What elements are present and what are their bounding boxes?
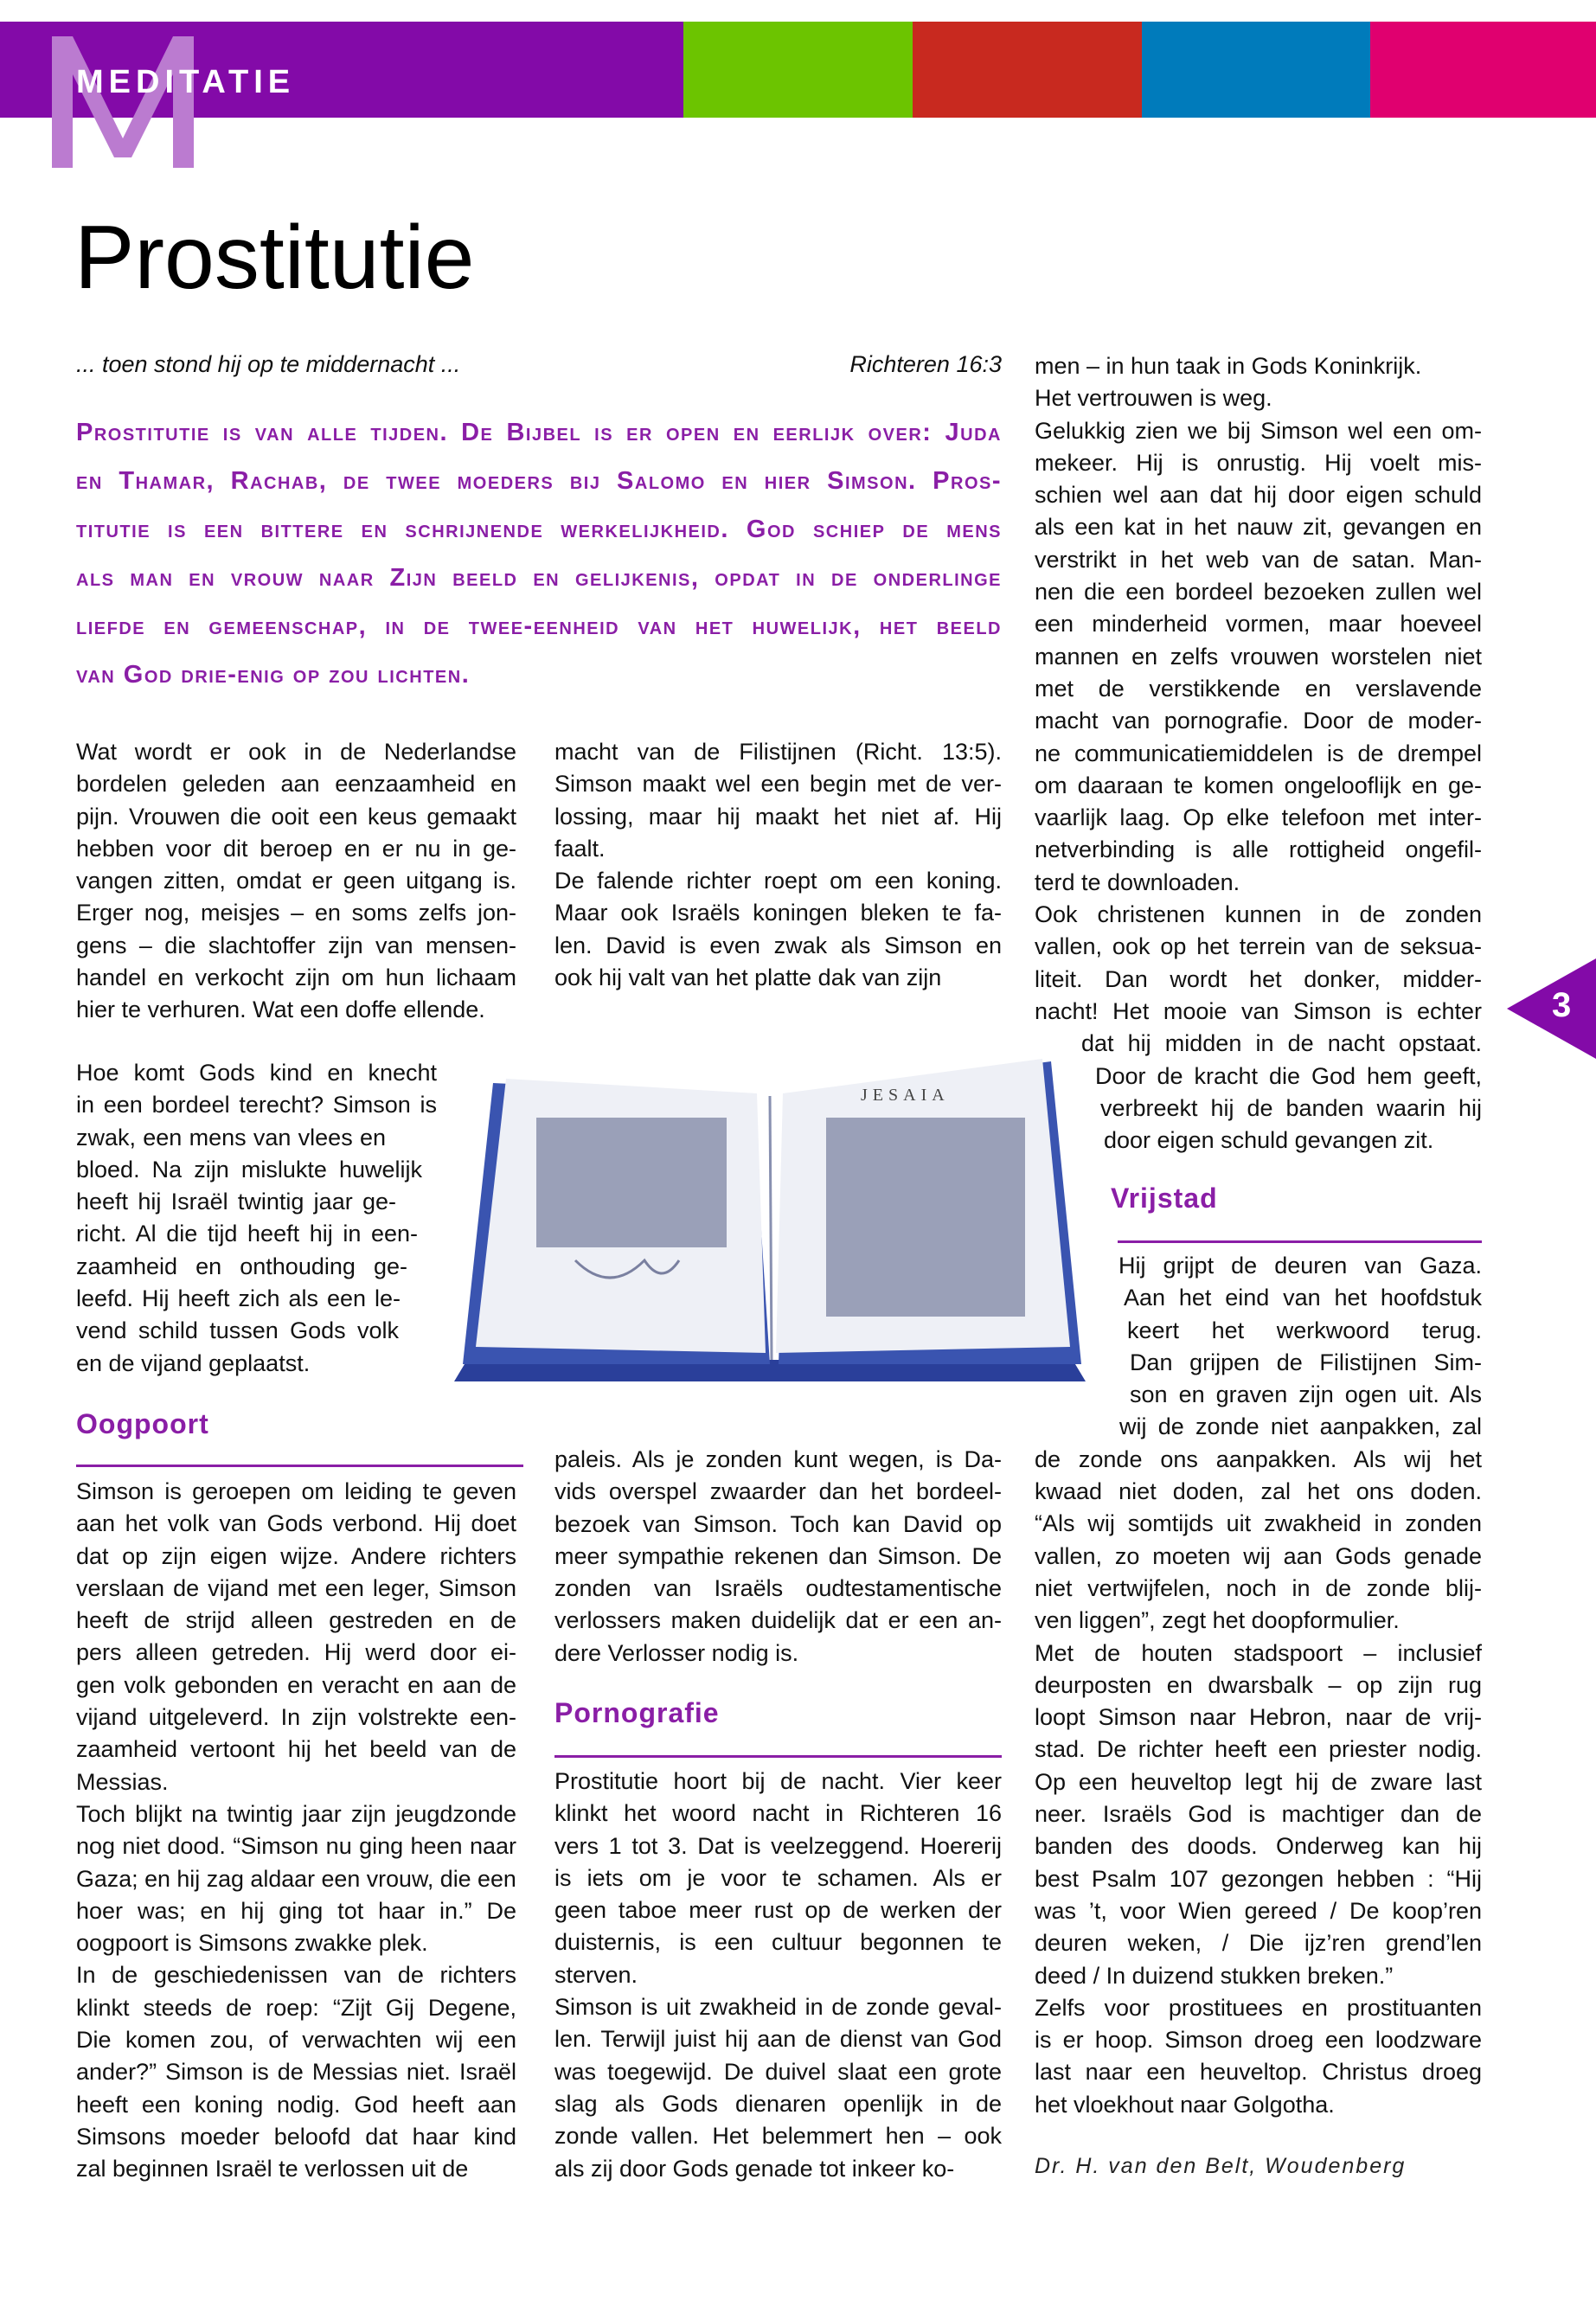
- color-band-blue: [1142, 22, 1370, 118]
- heading-vrijstad: Vrijstad: [1111, 1183, 1218, 1214]
- open-bible-illustration: [454, 1048, 1086, 1386]
- text-line: een minderheid vormen, maar hoeveel: [1035, 611, 1482, 638]
- text-line: De falende richter roept om een koning.: [554, 868, 1002, 894]
- text-line: mannen en zelfs vrouwen worstelen niet: [1035, 643, 1482, 670]
- text-line: pers alleen getreden. Hij werd door ei-: [76, 1639, 516, 1666]
- text-line: vend schild tussen Gods volk: [76, 1317, 399, 1344]
- text-block: [1035, 350, 1482, 1157]
- text-line: zaamheid vertoont hij het beeld van de: [76, 1736, 516, 1763]
- text-line: best Psalm 107 gezongen hebben : “Hij: [1035, 1865, 1482, 1892]
- book-page-title: JESAIA: [861, 1086, 950, 1105]
- text-line: klinkt het woord nacht in Richteren 16: [554, 1800, 1002, 1827]
- heading-oogpoort: Oogpoort: [76, 1408, 209, 1439]
- text-line: Aan het eind van het hoofdstuk: [1124, 1285, 1482, 1311]
- text-line: deuren weken, / Die ijz’ren grend’len: [1035, 1930, 1482, 1957]
- lede-line: titutie is een bittere en schrijnende werkelijkheid. God schiep de mens: [76, 516, 1002, 543]
- text-line: Gelukkig zien we bij Simson wel een om-: [1035, 417, 1482, 444]
- text-line: zaamheid en onthouding ge-: [76, 1253, 407, 1279]
- text-line: zonden van Israëls oudtestamentische: [554, 1575, 1002, 1602]
- color-band-green: [683, 22, 913, 118]
- text-line: last naar een heuveltop. Christus droeg: [1035, 2059, 1482, 2086]
- text-line: men – in hun taak in Gods Koninkrijk.: [1035, 353, 1422, 379]
- text-line: dere Verlosser nodig is.: [554, 1639, 799, 1666]
- text-line: Het vertrouwen is weg.: [1035, 385, 1272, 412]
- text-line: mekeer. Hij is onrustig. Hij voelt mis-: [1035, 449, 1482, 476]
- text-line: macht van de Filistijnen (Richt. 13:5).: [554, 739, 1002, 765]
- text-line: dat op zijn eigen wijze. Andere richters: [76, 1542, 516, 1569]
- text-line: vaarlijk laag. Op elke telefoon met inter-: [1035, 804, 1482, 831]
- text-block: [554, 736, 1002, 994]
- text-line: heeft hij Israël twintig jaar ge-: [76, 1189, 396, 1215]
- text-line: Messias.: [76, 1768, 169, 1795]
- text-line: nacht! Het mooie van Simson is echter: [1035, 997, 1482, 1024]
- text-line: len. Terwijl juist hij aan de dienst van God: [554, 2026, 1002, 2053]
- text-line: schien wel aan dat hij door eigen schuld: [1035, 482, 1482, 509]
- text-line: aan het volk van Gods verbond. Hij doet: [76, 1510, 516, 1537]
- text-line: als zij door Gods genade tot inkeer ko-: [554, 2155, 955, 2182]
- intro-quote: ... toen stond hij op te middernacht ...: [76, 351, 461, 377]
- text-line: geen taboe meer rust op de werken der: [554, 1897, 1002, 1924]
- lede-line: van God drie-enig op zou lichten.: [76, 661, 471, 689]
- text-line: het vloekhout naar Golgotha.: [1035, 2091, 1335, 2118]
- heading-pornografie: Pornografie: [554, 1697, 720, 1728]
- text-line: zonde vallen. Het belemmert hen – ook: [554, 2123, 1002, 2150]
- text-line: liteit. Dan wordt het donker, midder-: [1035, 965, 1482, 992]
- text-block: [554, 1444, 1002, 1670]
- text-line: leefd. Hij heeft zich als een le-: [76, 1285, 401, 1312]
- text-line: ook hij valt van het platte dak van zijn: [554, 965, 942, 991]
- text-line: verbreekt hij de banden waarin hij: [1100, 1094, 1482, 1121]
- text-line: netverbinding is alle rottigheid ongefil-: [1035, 836, 1482, 863]
- text-line: vangen zitten, omdat er geen uitgang is.: [76, 868, 516, 894]
- text-line: heeft een koning nodig. God heeft aan: [76, 2091, 516, 2118]
- text-line: de zonde ons aanpakken. Als wij het: [1035, 1445, 1482, 1472]
- text-line: was ’t, voor Wien gereed / De koop’ren: [1035, 1897, 1482, 1924]
- text-block: [554, 1766, 1002, 2185]
- text-line: deurposten en dwarsbalk – op zijn rug: [1035, 1671, 1482, 1698]
- text-line: vers 1 tot 3. Dat is veelzeggend. Hoererij: [554, 1832, 1002, 1859]
- text-line: wij de zonde niet aanpakken, zal: [1119, 1413, 1482, 1440]
- text-line: Wat wordt er ook in de Nederlandse: [76, 739, 516, 765]
- text-line: verlossers maken duidelijk dat er een an-: [554, 1607, 1002, 1634]
- text-line: In de geschiedenissen van de richters: [76, 1962, 516, 1989]
- text-line: nen die een bordeel bezoeken zullen wel: [1035, 579, 1482, 606]
- text-line: Erger nog, meisjes – en soms zelfs jon-: [76, 900, 516, 926]
- text-line: Simson is uit zwakheid in de zonde geval-: [554, 1994, 1002, 2021]
- text-line: verstrikt in het web van de satan. Man-: [1035, 546, 1482, 573]
- text-block: [76, 1476, 516, 2186]
- text-line: niet vertwijfelen, noch in de zonde blij-: [1035, 1574, 1482, 1601]
- heading-rule: [76, 1465, 523, 1467]
- lede-line: en Thamar, Rachab, de twee moeders bij Salomo en hier Simson. Pros-: [76, 467, 1002, 495]
- author-signature: Dr. H. van den Belt, Woudenberg: [1035, 2154, 1407, 2178]
- text-line: Ook christenen kunnen in de zonden: [1035, 901, 1482, 928]
- text-line: bezoek van Simson. Toch kan David op: [554, 1510, 1002, 1537]
- text-line: in een bordeel terecht? Simson is: [76, 1092, 437, 1118]
- text-line: richt. Al die tijd heeft hij in een-: [76, 1221, 418, 1247]
- text-line: deed / In duizend stukken breken.”: [1035, 1962, 1394, 1989]
- text-line: en de vijand geplaatst.: [76, 1349, 311, 1376]
- text-line: Maar ook Israëls koningen bleken te fa-: [554, 900, 1002, 926]
- text-line: pijn. Vrouwen die ooit een keus gemaakt: [76, 803, 516, 830]
- text-line: loopt Simson naar Hebron, naar de vrij-: [1035, 1704, 1482, 1731]
- text-line: meer sympathie rekenen dan Simson. De: [554, 1542, 1002, 1569]
- text-line: faalt.: [554, 835, 606, 862]
- page-title: Prostitutie: [74, 208, 475, 308]
- text-line: vijand uitgeleverd. In zijn volstrekte een-: [76, 1704, 516, 1731]
- text-line: zal beginnen Israël te verlossen uit de: [76, 2156, 469, 2182]
- text-line: Simson is geroepen om leiding te geven: [76, 1478, 516, 1504]
- text-line: zwak, een mens van vlees en: [76, 1124, 386, 1150]
- text-line: paleis. Als je zonden kunt wegen, is Da-: [554, 1446, 1002, 1472]
- text-line: Hoe komt Gods kind en knecht: [76, 1060, 437, 1086]
- text-line: was toegewijd. De duivel slaat een grote: [554, 2058, 1002, 2085]
- text-line: Simson maakt wel een begin met de ver-: [554, 771, 1002, 798]
- lede-paragraph: [76, 408, 1002, 699]
- text-line: dat hij midden in de nacht opstaat.: [1081, 1030, 1482, 1057]
- text-line: nog niet dood. “Simson nu ging heen naar: [76, 1833, 516, 1860]
- text-line: is er hoop. Simson droeg een loodzware: [1035, 2027, 1482, 2054]
- color-band-red: [913, 22, 1142, 118]
- heading-rule: [554, 1755, 1002, 1758]
- text-line: bloed. Na zijn mislukte huwelijk: [76, 1156, 422, 1183]
- text-line: is iets om je voor te schamen. Als er: [554, 1864, 1002, 1891]
- text-line: Dan grijpen de Filistijnen Sim-: [1130, 1349, 1482, 1375]
- text-line: ven liggen”, zegt het doopformulier.: [1035, 1607, 1400, 1634]
- text-block: [76, 736, 516, 1027]
- text-line: ander?” Simson is de Messias niet. Israël: [76, 2059, 516, 2086]
- text-line: keert het werkwoord terug.: [1127, 1317, 1482, 1343]
- text-line: son en graven zijn ogen uit. Als: [1130, 1381, 1482, 1408]
- text-line: sterven.: [554, 1961, 638, 1988]
- text-line: Prostitutie hoort bij de nacht. Vier keer: [554, 1768, 1002, 1794]
- lede-line: liefde en gemeenschap, in de twee-eenheid van het huwelijk, het beeld: [76, 612, 1002, 640]
- text-line: Door de kracht die God hem geeft,: [1095, 1062, 1482, 1089]
- text-line: met de verstikkende en verslavende: [1035, 675, 1482, 702]
- color-band-pink: [1370, 22, 1596, 118]
- text-line: gens – die slachtoffer zijn van mensen-: [76, 932, 516, 958]
- page-number: 3: [1552, 986, 1572, 1024]
- text-line: Hij grijpt de deuren van Gaza.: [1118, 1253, 1482, 1279]
- text-block: [76, 1057, 516, 1380]
- text-line: Op een heuveltop legt hij de zware last: [1035, 1768, 1482, 1795]
- lede-line: Prostitutie is van alle tijden. De Bijbel is er open en eerlijk over: Juda: [76, 419, 1002, 446]
- text-line: “Als wij somtijds uit zwakheid in zonden: [1035, 1510, 1482, 1537]
- text-line: door eigen schuld gevangen zit.: [1104, 1127, 1434, 1154]
- text-line: kwaad niet doden, zal het ons doden.: [1035, 1478, 1482, 1505]
- text-line: om daaraan te komen ongelooflijk en ge-: [1035, 772, 1482, 798]
- text-line: ne communicatiemiddelen is de drempel: [1035, 740, 1482, 766]
- lede-line: als man en vrouw naar Zijn beeld en gelijkenis, opdat in de onderlinge: [76, 564, 1002, 592]
- text-line: vids overspel zwaarder dan het bordeel-: [554, 1478, 1002, 1505]
- text-line: duisternis, is een cultuur begonnen te: [554, 1929, 1002, 1956]
- text-line: oogpoort is Simsons zwakke plek.: [76, 1930, 428, 1957]
- text-line: Zelfs voor prostituees en prostituanten: [1035, 1994, 1482, 2021]
- text-line: banden des doods. Onderweg kan hij: [1035, 1833, 1482, 1860]
- text-line: macht van pornografie. Door de moder-: [1035, 708, 1482, 734]
- text-line: hebben voor dit beroep en er nu in ge-: [76, 835, 516, 862]
- text-line: als een kat in het nauw zit, gevangen en: [1035, 514, 1482, 541]
- text-line: gen volk gebonden en veracht en aan de: [76, 1671, 516, 1698]
- text-line: Die komen zou, of verwachten wij een: [76, 2027, 516, 2054]
- section-label: MEDITATIE: [76, 64, 296, 100]
- section-initial-logo: [52, 36, 194, 168]
- text-line: vallen, ook op het terrein van de seksua-: [1035, 933, 1482, 960]
- text-line: hoer was; en hij ging tot haar in.” De: [76, 1897, 516, 1924]
- text-line: verslaan de vijand met een leger, Simson: [76, 1574, 516, 1601]
- intro-reference: Richteren 16:3: [849, 351, 1002, 377]
- text-line: hier te verhuren. Wat een doffe ellende.: [76, 997, 485, 1023]
- text-line: terd te downloaden.: [1035, 868, 1240, 895]
- text-line: neer. Israëls God is machtiger dan de: [1035, 1801, 1482, 1828]
- text-line: bordelen geleden aan eenzaamheid en: [76, 771, 516, 798]
- text-line: Simsons moeder beloofd dat haar kind: [76, 2123, 516, 2150]
- text-line: stad. De richter heeft een priester nodig.: [1035, 1736, 1482, 1763]
- text-line: vallen, zo moeten wij aan Gods genade: [1035, 1542, 1482, 1569]
- text-line: klinkt steeds de roep: “Zijt Gij Degene,: [76, 1994, 516, 2021]
- text-line: len. David is even zwak als Simson en: [554, 932, 1002, 958]
- text-line: heeft de strijd alleen gestreden en de: [76, 1607, 516, 1634]
- text-line: lossing, maar hij maakt het niet af. Hij: [554, 803, 1002, 830]
- text-block: [1035, 1250, 1482, 2121]
- text-line: handel en verkocht zijn om hun lichaam: [76, 965, 516, 991]
- text-line: Gaza; en hij zag aldaar een vrouw, die een: [76, 1865, 516, 1892]
- text-line: slag als Gods dienaren openlijk in de: [554, 2090, 1002, 2117]
- heading-rule: [1118, 1240, 1482, 1243]
- text-line: Met de houten stadspoort – inclusief: [1035, 1639, 1482, 1666]
- text-line: Toch blijkt na twintig jaar zijn jeugdzonde: [76, 1800, 516, 1827]
